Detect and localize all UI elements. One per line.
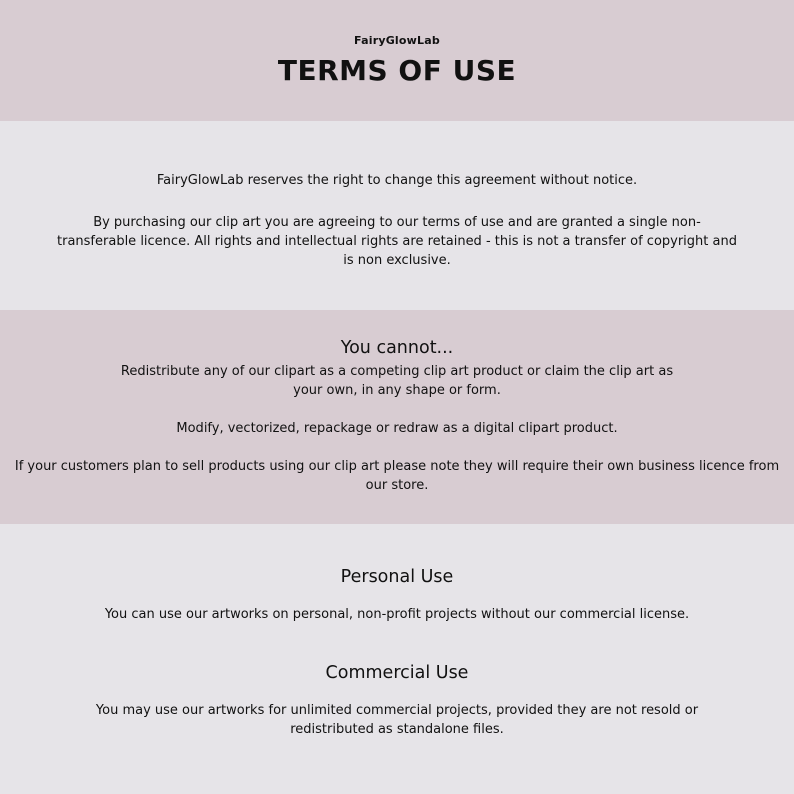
page-title: TERMS OF USE bbox=[277, 54, 517, 87]
restriction-item: Modify, vectorized, repackage or redraw as a digital clipart product. bbox=[176, 421, 618, 436]
restrictions-section bbox=[0, 310, 794, 524]
header-band bbox=[0, 0, 794, 121]
intro-paragraph-licence: By purchasing our clip art you are agreeing to our terms of use and are granted a single non-transferable licence. All rights and intellectual rights are retained - this is not a transfer of copyright and is non exclusive. bbox=[57, 215, 737, 268]
intro-paragraph-agreement-change: FairyGlowLab reserves the right to change this agreement without notice. bbox=[156, 173, 638, 188]
usage-section bbox=[0, 524, 794, 794]
restrictions-heading: You cannot... bbox=[340, 338, 454, 358]
brand-name: FairyGlowLab bbox=[354, 34, 440, 47]
restriction-item: If your customers plan to sell products using our clip art please note they will require their own business licence from our store. bbox=[14, 459, 780, 493]
commercial-use-text: You may use our artworks for unlimited commercial projects, provided they are not resold or redistributed as standalone files. bbox=[95, 703, 699, 737]
commercial-use-block bbox=[0, 662, 794, 739]
personal-use-heading: Personal Use bbox=[340, 567, 454, 587]
personal-use-block bbox=[0, 566, 794, 624]
intro-section bbox=[0, 121, 794, 310]
restriction-item: Redistribute any of our clipart as a competing clip art product or claim the clip art as your own, in any shape or form. bbox=[120, 364, 674, 398]
commercial-use-heading: Commercial Use bbox=[325, 663, 469, 683]
personal-use-text: You can use our artworks on personal, non-profit projects without our commercial license. bbox=[104, 607, 690, 622]
